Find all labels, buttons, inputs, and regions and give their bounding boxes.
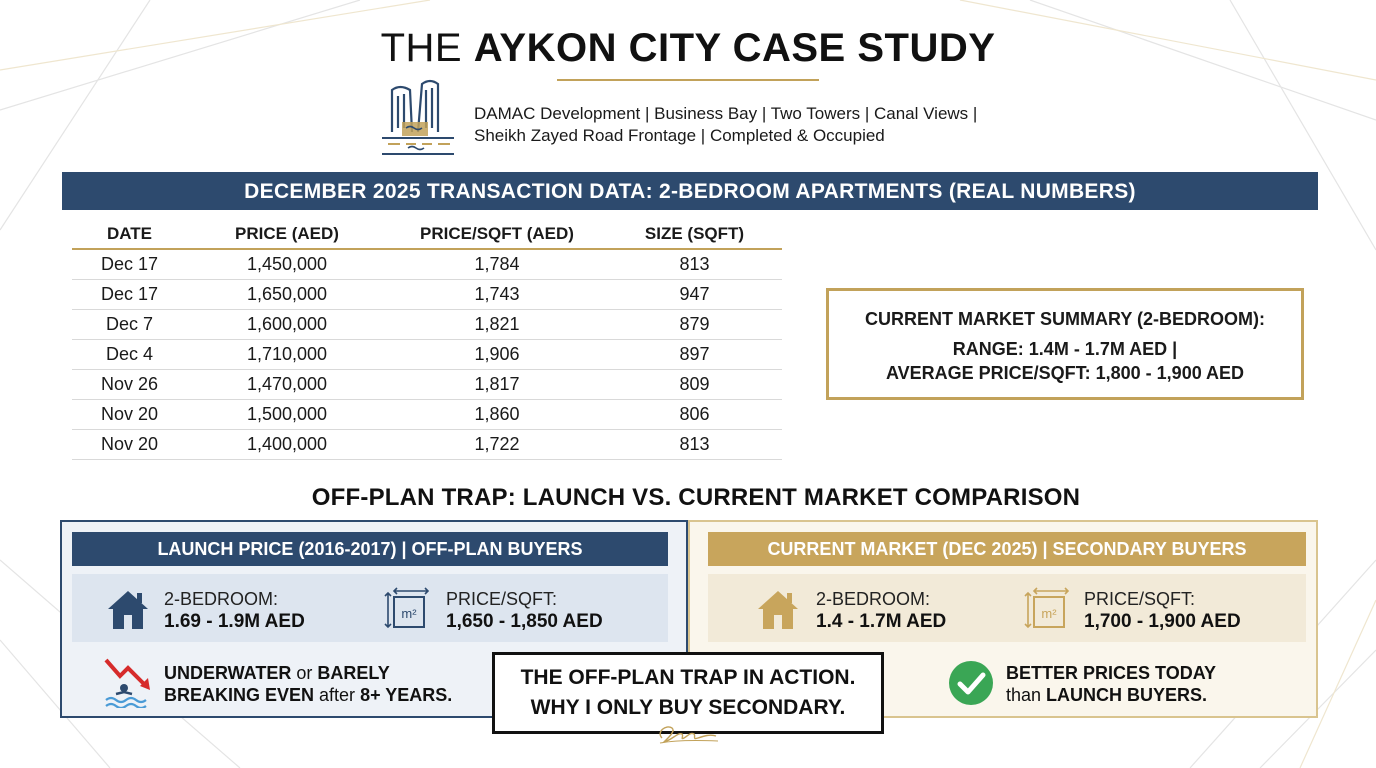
launch-sqft-value: 1,650 - 1,850 AED [446, 611, 603, 632]
cell-size: 806 [607, 399, 782, 429]
launch-sqft-stat [362, 574, 668, 642]
note-underwater: UNDERWATER [164, 663, 292, 683]
transaction-band-title: DECEMBER 2025 TRANSACTION DATA: 2-BEDROOM APARTMENTS (REAL NUMBERS) [62, 172, 1318, 210]
table-row [72, 279, 782, 309]
check-circle-icon [948, 660, 994, 706]
table-row [72, 429, 782, 459]
column-header-size: SIZE (SQFT) [607, 219, 782, 249]
cell-price: 1,650,000 [187, 279, 387, 309]
cell-date: Nov 26 [72, 369, 187, 399]
cell-size: 879 [607, 309, 782, 339]
comparison-section-title: OFF-PLAN TRAP: LAUNCH VS. CURRENT MARKET COMPARISON [311, 484, 1081, 511]
note-years: 8+ YEARS. [360, 685, 453, 705]
current-bedroom-stat [708, 574, 1008, 642]
cell-price-sqft: 1,722 [387, 429, 607, 459]
cell-date: Dec 7 [72, 309, 187, 339]
cell-size: 947 [607, 279, 782, 309]
launch-sqft-label: PRICE/SQFT: [446, 589, 558, 609]
note-than: than [1006, 685, 1047, 705]
market-summary-box [826, 288, 1304, 400]
cell-date: Dec 17 [72, 279, 187, 309]
summary-heading: CURRENT MARKET SUMMARY (2-BEDROOM): [865, 309, 1265, 329]
title-main: AYKON CITY CASE STUDY [473, 26, 996, 70]
title-divider [557, 79, 819, 81]
note-breaking-even: BREAKING EVEN [164, 685, 315, 705]
table-header-row [72, 219, 782, 249]
cell-price-sqft: 1,860 [387, 399, 607, 429]
current-sqft-label: PRICE/SQFT: [1084, 589, 1196, 609]
cell-price-sqft: 1,817 [387, 369, 607, 399]
cell-price-sqft: 1,743 [387, 279, 607, 309]
title-prefix: THE [380, 26, 463, 70]
cell-size: 813 [607, 429, 782, 459]
cell-size: 809 [607, 369, 782, 399]
cell-price: 1,470,000 [187, 369, 387, 399]
note-barely: BARELY [317, 663, 390, 683]
column-header-price-sqft: PRICE/SQFT (AED) [387, 219, 607, 249]
trap-line-2: WHY I ONLY BUY SECONDARY. [530, 696, 846, 719]
note-after: after [314, 685, 361, 705]
cell-price: 1,500,000 [187, 399, 387, 429]
launch-bedroom-value: 1.69 - 1.9M AED [164, 611, 305, 632]
cell-price-sqft: 1,906 [387, 339, 607, 369]
note-launch-buyers: LAUNCH BUYERS. [1046, 685, 1208, 705]
cell-size: 897 [607, 339, 782, 369]
column-header-date: DATE [72, 219, 187, 249]
subtitle-line-1: DAMAC Development | Business Bay | Two Towers | Canal Views | [474, 104, 978, 123]
cell-size: 813 [607, 249, 782, 279]
launch-note [164, 662, 452, 706]
table-row [72, 339, 782, 369]
cell-price-sqft: 1,821 [387, 309, 607, 339]
towers-logo-icon [378, 76, 458, 160]
area-unit-text: m² [1041, 606, 1057, 621]
current-sqft-stat [1008, 574, 1306, 642]
cell-price-sqft: 1,784 [387, 249, 607, 279]
current-bedroom-label: 2-BEDROOM: [816, 589, 931, 609]
note-or: or [291, 663, 318, 683]
cell-price: 1,600,000 [187, 309, 387, 339]
summary-average: AVERAGE PRICE/SQFT: 1,800 - 1,900 AED [885, 363, 1245, 383]
house-icon [754, 587, 802, 631]
table-row [72, 399, 782, 429]
signature [652, 716, 724, 748]
cell-date: Nov 20 [72, 429, 187, 459]
house-icon [104, 587, 152, 631]
subtitle-line-2: Sheikh Zayed Road Frontage | Completed & Occupied [474, 126, 885, 145]
page-title [0, 26, 1376, 71]
current-sqft-value: 1,700 - 1,900 AED [1084, 611, 1241, 632]
cell-date: Dec 4 [72, 339, 187, 369]
area-unit-text: m² [401, 606, 417, 621]
launch-bedroom-stat [72, 574, 362, 642]
cell-price: 1,450,000 [187, 249, 387, 279]
area-m2-icon [1024, 587, 1072, 631]
note-better-prices: BETTER PRICES TODAY [1006, 663, 1217, 683]
cell-price: 1,400,000 [187, 429, 387, 459]
summary-range: RANGE: 1.4M - 1.7M AED | [952, 339, 1178, 359]
underwater-arrow-icon [102, 656, 156, 708]
current-panel-header: CURRENT MARKET (DEC 2025) | SECONDARY BUYERS [708, 532, 1306, 566]
area-m2-icon [384, 587, 432, 631]
table-row [72, 369, 782, 399]
project-subtitle [474, 103, 977, 147]
column-header-price: PRICE (AED) [187, 219, 387, 249]
trap-line-1: THE OFF-PLAN TRAP IN ACTION. [520, 666, 856, 689]
cell-price: 1,710,000 [187, 339, 387, 369]
cell-date: Nov 20 [72, 399, 187, 429]
current-note [1006, 662, 1216, 706]
cell-date: Dec 17 [72, 249, 187, 279]
transaction-table [72, 219, 782, 460]
table-row [72, 309, 782, 339]
current-bedroom-value: 1.4 - 1.7M AED [816, 611, 947, 632]
launch-bedroom-label: 2-BEDROOM: [164, 589, 279, 609]
launch-panel-header: LAUNCH PRICE (2016-2017) | OFF-PLAN BUYERS [72, 532, 668, 566]
table-row [72, 249, 782, 279]
